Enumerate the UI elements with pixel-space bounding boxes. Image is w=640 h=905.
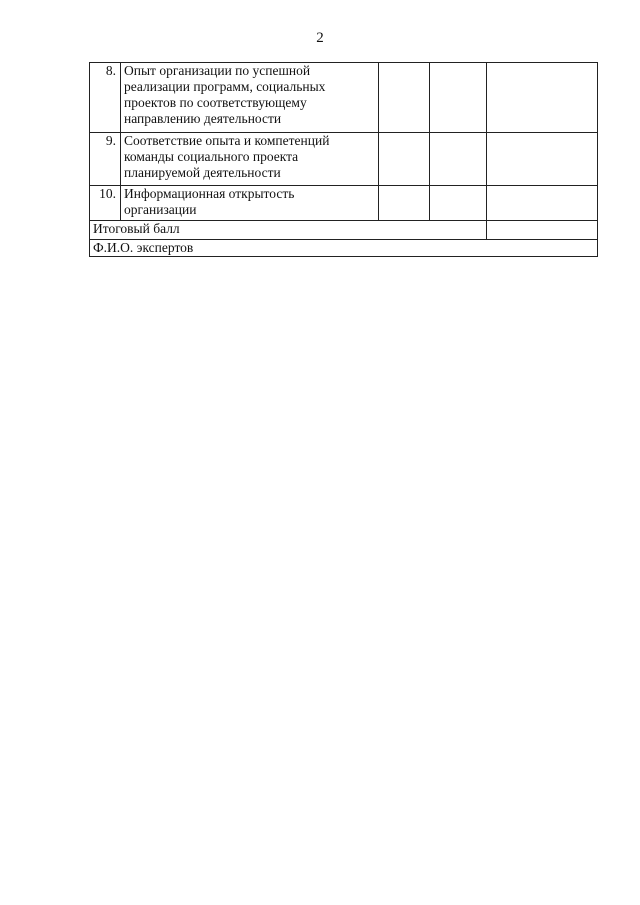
score-cell [379, 63, 430, 133]
table-row [90, 63, 598, 133]
criterion-name [121, 63, 379, 133]
criterion-line: Информационная открытость [124, 186, 295, 201]
total-score-cell [487, 221, 598, 240]
criterion-line: организации [124, 202, 197, 217]
score-cell [487, 133, 598, 186]
score-cell [430, 63, 487, 133]
page-number: 2 [316, 30, 324, 46]
criterion-line: реализации программ, социальных [124, 79, 326, 94]
score-cell [379, 133, 430, 186]
score-cell [379, 186, 430, 221]
experts-label: Ф.И.О. экспертов [90, 240, 598, 257]
criterion-line: команды социального проекта [124, 149, 299, 164]
criteria-table [89, 62, 598, 257]
criterion-name [121, 186, 379, 221]
criterion-line: направлению деятельности [124, 111, 282, 126]
row-number: 9. [90, 133, 121, 186]
total-row [90, 221, 598, 240]
score-cell [487, 63, 598, 133]
criterion-line: планируемой деятельности [124, 165, 281, 180]
score-cell [487, 186, 598, 221]
row-number: 10. [90, 186, 121, 221]
row-number: 8. [90, 63, 121, 133]
total-label: Итоговый балл [90, 221, 487, 240]
criterion-line: Опыт организации по успешной [124, 63, 311, 78]
criterion-line: проектов по соответствующему [124, 95, 307, 110]
criterion-line: Соответствие опыта и компетенций [124, 133, 330, 148]
table-row [90, 186, 598, 221]
experts-row [90, 240, 598, 257]
criterion-name [121, 133, 379, 186]
table-row [90, 133, 598, 186]
score-cell [430, 133, 487, 186]
score-cell [430, 186, 487, 221]
